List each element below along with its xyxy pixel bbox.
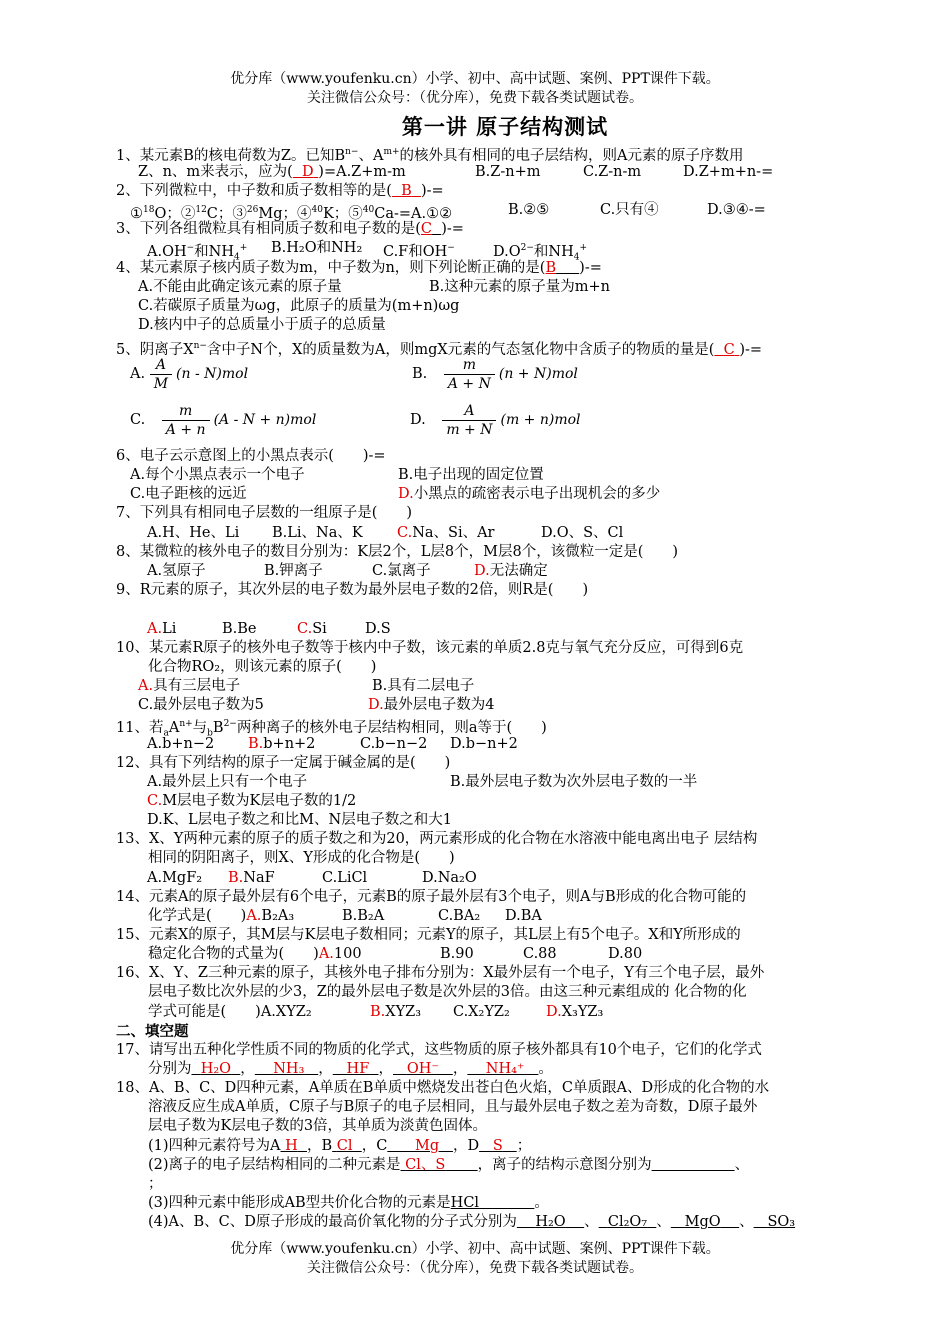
q2-option-d: D.③④-= xyxy=(707,202,766,218)
q4-option-a: A.不能由此确定该元素的原子量 xyxy=(138,279,342,295)
q7-option-d: D.O、S、Cl xyxy=(541,525,624,541)
q18-part-3: (3)四种元素中能形成AB型共价化合物的元素是HCl 。 xyxy=(148,1195,549,1211)
footer-line-2: 关注微信公众号：（优分库），免费下载各类试题试卷。 xyxy=(307,1260,643,1276)
q10-option-a: A.具有三层电子 xyxy=(138,678,241,694)
q9-option-d: D.S xyxy=(365,621,391,637)
q18-part-4: (4)A、B、C、D原子形成的最高价氧化物的分子式分别为 H₂O 、 Cl₂O₇ 、 MgO 、 SO₃ xyxy=(148,1214,796,1230)
q11-option-a: A.b+n−2 xyxy=(147,736,215,752)
q8-option-c: C.氯离子 xyxy=(372,563,431,579)
q11-option-c: C.b−n−2 xyxy=(360,736,428,752)
q10-option-d: D.最外层电子数为4 xyxy=(368,697,495,713)
q8-option-d: D.无法确定 xyxy=(474,563,548,579)
q13-line-1: 13、X、Y两种元素的原子的质子数之和为20，两元素形成的化合物在水溶液中能电离出电子 层结构 xyxy=(116,831,758,847)
q4-option-c: C.若碳原子质量为ωg，此原子的质量为(m+n)ωg xyxy=(138,298,460,314)
q18-part-2-end: ； xyxy=(148,1176,163,1192)
q17-answer-5: NH₄⁺ xyxy=(485,1061,525,1077)
q10-option-b: B.具有二层电子 xyxy=(372,678,475,694)
q17-answer-1: H₂O xyxy=(200,1061,232,1077)
q16-line-1: 16、X、Y、Z三种元素的原子，其核外电子排布分别为：X最外层有一个电子，Y有三个电子层，最外 xyxy=(116,965,765,981)
q17-line-1: 17、请写出五种化学性质不同的物质的化学式，这些物质的原子核外都具有10个电子，它们的化学式 xyxy=(116,1042,762,1058)
q10-line-2: 化合物RO₂，则该元素的原子( ) xyxy=(148,659,377,675)
q16-option-c: C.X₂YZ₂ xyxy=(453,1004,510,1020)
q18-line-2: 溶液反应生成A单质，C原子与B原子的电子层相同，且与最外层电子数之差为奇数，D原子最外 xyxy=(148,1099,758,1115)
q7-option-c: C.Na、Si、Ar xyxy=(397,525,495,541)
q12-line-1: 12、具有下列结构的原子一定属于碱金属的是( ) xyxy=(116,755,451,771)
q10-line-1: 10、某元素R原子的核外电子数等于核内中子数，该元素的单质2.8克与氧气充分反应，可得到6克 xyxy=(116,640,744,656)
q11-option-d: D.b−n+2 xyxy=(450,736,518,752)
q17-answer-2: NH₃ xyxy=(273,1061,305,1077)
page-title: 第一讲 原子结构测试 xyxy=(401,114,609,139)
footer-line-1: 优分库（www.youfenku.cn）小学、初中、高中试题、案例、PPT课件下载。 xyxy=(230,1241,720,1257)
q14-option-b: B.B₂A xyxy=(342,908,385,924)
q2-line-1: 2、下列微粒中，中子数和质子数相等的是( B )-= xyxy=(116,183,444,199)
q13-option-d: D.Na₂O xyxy=(422,870,477,886)
q6-option-b: B.电子出现的固定位置 xyxy=(398,467,544,483)
q4-answer: B xyxy=(545,260,557,276)
q7-option-a: A.H、He、Li xyxy=(147,525,240,541)
q2-option-b: B.②⑤ xyxy=(508,202,550,218)
q13-option-c: C.LiCl xyxy=(322,870,368,886)
q1-option-d: D.Z+m+n-= xyxy=(683,164,774,180)
q15-line-1: 15、元素X的原子，其M层与K层电子数相同；元素Y的原子，其L层上有5个电子。X和Y所形成的 xyxy=(116,927,741,943)
q16-option-b: B.XYZ₃ xyxy=(370,1004,422,1020)
q3-option-d: $D.O^{2-}$和$NH_4^+$ xyxy=(493,243,588,263)
q15-option-c: C.88 xyxy=(523,946,557,962)
q12-option-c: C.M层电子数为K层电子数的1/2 xyxy=(147,793,357,809)
q17-answer-4: OH⁻ xyxy=(406,1061,439,1077)
q15-option-d: D.80 xyxy=(608,946,643,962)
q6-line-1: 6、电子云示意图上的小黑点表示( )-= xyxy=(116,448,386,464)
q8-option-a: A.氢原子 xyxy=(147,563,206,579)
section-title-fill-in: 二、填空题 xyxy=(116,1023,189,1040)
q1-answer: D xyxy=(302,164,314,180)
q18-part-2: (2)离子的电子层结构相同的二种元素是 Cl、S ，离子的结构示意图分别为 、 xyxy=(148,1157,750,1173)
q11-option-b: B.b+n+2 xyxy=(248,736,316,752)
q13-line-2: 相同的阴阳离子，则X、Y形成的化合物是( ) xyxy=(148,850,455,866)
q8-line-1: 8、某微粒的核外电子的数目分别为：K层2个，L层8个，M层8个，该微粒一定是( ) xyxy=(116,544,679,560)
q15-option-b: B.90 xyxy=(440,946,474,962)
q13-option-b: B.NaF xyxy=(228,870,275,886)
q16-line-3: 学式可能是( )A.XYZ₂ xyxy=(148,1004,312,1020)
q7-line-1: 7、下列具有相同电子层数的一组原子是( ) xyxy=(116,505,413,521)
q16-line-2: 层电子数比次外层的少3，Z的最外层电子数是次外层的3倍。由这三种元素组成的 化合物的化 xyxy=(148,984,747,1000)
q15-line-2: 稳定化合物的式量为( )A.100 xyxy=(148,946,362,962)
q5-answer: C xyxy=(723,341,735,358)
q10-option-c: C.最外层电子数为5 xyxy=(138,697,264,713)
header-line-1: 优分库（www.youfenku.cn）小学、初中、高中试题、案例、PPT课件下载。 xyxy=(230,71,720,87)
q11-line-1: 11、若$_aA^{n+}$与$_bB^{2-}$两种离子的核外电子层结构相同，则a等于( ) xyxy=(116,719,547,739)
q18-part-1: (1)四种元素符号为A H ，B Cl ，C Mg ，D S ； xyxy=(148,1138,532,1154)
q9-option-a: A.Li xyxy=(147,621,177,637)
q13-option-a: A.MgF₂ xyxy=(147,870,203,886)
q7-option-b: B.Li、Na、K xyxy=(272,525,363,541)
q12-option-d: D.K、L层电子数之和比M、N层电子数之和大1 xyxy=(147,812,452,828)
q17-line-2: 分别为 H₂O ， NH₃ ， HF ， OH⁻ ， NH₄⁺ 。 xyxy=(148,1061,553,1077)
q8-option-b: B.钾离子 xyxy=(264,563,323,579)
q18-line-1: 18、A、B、C、D四种元素，A单质在B单质中燃烧发出苍白色火焰，C单质跟A、D形成的化合物的水 xyxy=(116,1080,770,1096)
q6-option-d: D.小黑点的疏密表示电子出现机会的多少 xyxy=(398,486,661,502)
q14-line-2: 化学式是( )A.B₂A₃ xyxy=(148,908,295,924)
q5-option-d: D. $\frac{A}{m + N}$ (m + n)mol xyxy=(410,403,581,438)
q5-option-a: A. $\frac{A}{M}$ (n - N)mol xyxy=(130,357,249,392)
q3-option-c: C.F和OH− xyxy=(383,243,455,260)
q5-option-c: C. $\frac{m}{A + n}$ (A - N + n)mol xyxy=(130,403,317,438)
q2-line-2: ①$^{18}$O；②$^{12}$C；③$^{26}$Mg；④$^{40}$K；⑤$^{40}$Ca-=A.①② xyxy=(130,205,453,222)
q1-option-c: C.Z-n-m xyxy=(583,164,642,180)
q14-line-1: 14、元素A的原子最外层有6个电子，元素B的原子最外层有3个电子，则A与B形成的化合物可能的 xyxy=(116,889,747,905)
q2-answer: B xyxy=(401,183,412,199)
q12-option-b: B.最外层电子数为次外层电子数的一半 xyxy=(450,774,698,790)
q6-option-c: C.电子距核的远近 xyxy=(130,486,247,502)
q3-answer: C xyxy=(420,221,432,237)
q1-option-b: B.Z-n+m xyxy=(475,164,541,180)
q14-option-c: C.BA₂ xyxy=(438,908,481,924)
q3-option-b: B.H₂O和NH₂ xyxy=(271,240,363,256)
q4-option-d: D.核内中子的总质量小于质子的总质量 xyxy=(138,317,386,333)
q16-option-d: D.X₃YZ₃ xyxy=(546,1004,604,1020)
q17-answer-3: HF xyxy=(346,1061,370,1077)
header-line-2: 关注微信公众号：（优分库），免费下载各类试题试卷。 xyxy=(307,90,643,106)
q5-option-b: B. $\frac{m}{A + N}$ (n + N)mol xyxy=(412,357,578,392)
q3-line-1: 3、下列各组微粒具有相同质子数和电子数的是(C )-= xyxy=(116,221,464,237)
q2-option-c: C.只有④ xyxy=(600,202,659,218)
q9-option-c: C.Si xyxy=(297,621,327,637)
q9-option-b: B.Be xyxy=(222,621,257,637)
q3-option-a: A.OH−和$NH_4^+$ xyxy=(147,243,248,263)
q6-option-a: A.每个小黑点表示一个电子 xyxy=(130,467,305,483)
q14-option-d: D.BA xyxy=(505,908,542,924)
q18-line-3: 层电子数为K层电子数的3倍，其单质为淡黄色固体。 xyxy=(148,1118,488,1134)
q9-line-1: 9、R元素的原子，其次外层的电子数为最外层电子数的2倍，则R是( ) xyxy=(116,582,589,598)
q5-line-1: 5、阴离子$X^{n-}$含中子N个，X的质量数为A，则mgX元素的气态氢化物中含质子的物质的量是( C )-= xyxy=(116,341,763,358)
q1-line-2: Z、n、m来表示，应为( D )=A.Z+m-m xyxy=(138,164,406,180)
q4-option-b: B.这种元素的原子量为m+n xyxy=(429,279,611,295)
q4-line-1: 4、某元素原子核内质子数为m，中子数为n，则下列论断正确的是(B )-= xyxy=(116,260,602,276)
q1-line-1: 1、某元素B的核电荷数为Z。已知$B^{n-}$、$A^{m+}$的核外具有相同的电子层结构，则A元素的原子序数用 xyxy=(116,147,744,164)
q12-option-a: A.最外层上只有一个电子 xyxy=(147,774,308,790)
